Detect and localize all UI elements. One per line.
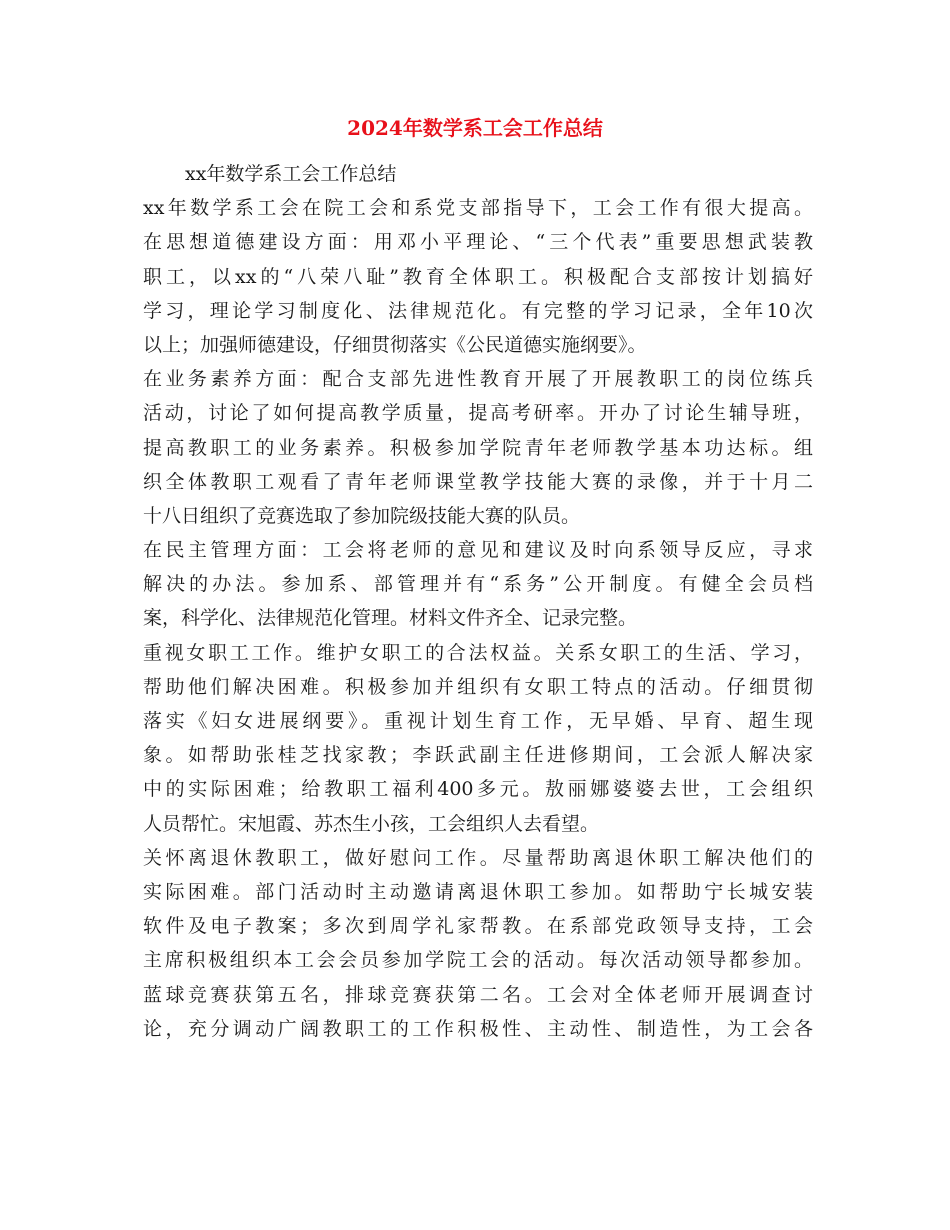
body-line: 关怀离退休教职工，做好慰问工作。尽量帮助离退休职工解决他们的: [143, 846, 813, 869]
body-line: 在民主管理方面：工会将老师的意见和建议及时向系领导反应，寻求: [143, 539, 813, 562]
body-line: 在业务素养方面：配合支部先进性教育开展了开展教职工的岗位练兵: [143, 368, 813, 391]
body-line: 主席积极组织本工会会员参加学院工会的活动。每次活动领导都参加。: [143, 949, 813, 972]
body-line: 论，充分调动广阔教职工的工作积极性、主动性、制造性，为工会各: [143, 1017, 813, 1040]
document-body: [143, 157, 813, 1046]
body-line: 解决的办法。参加系、部管理并有“系务”公开制度。有健全会员档: [143, 573, 813, 596]
document-subtitle: xx年数学系工会工作总结: [185, 163, 397, 185]
body-line: 活动，讨论了如何提高教学质量，提高考研率。开办了讨论生辅导班，: [143, 402, 813, 425]
body-line: 落实《妇女进展纲要》。重视计划生育工作，无早婚、早育、超生现: [143, 710, 813, 732]
body-line: 提高教职工的业务素养。积极参加学院青年老师教学基本功达标。组: [143, 436, 813, 459]
body-line: 象。如帮助张桂芝找家教；李跃武副主任进修期间，工会派人解决家: [143, 744, 813, 767]
document-title: 2024年数学系工会工作总结: [347, 116, 603, 140]
body-line: 职工，以xx的“八荣八耻”教育全体职工。积极配合支部按计划搞好: [143, 265, 813, 288]
body-line: 以上；加强师德建设，仔细贯彻落实《公民道德实施纲要》。: [143, 333, 647, 356]
body-line: 实际困难。部门活动时主动邀请离退休职工参加。如帮助宁长城安装: [143, 880, 813, 903]
body-line: 织全体教职工观看了青年老师课堂教学技能大赛的录像，并于十月二: [143, 470, 813, 493]
body-line: xx年数学系工会在院工会和系党支部指导下，工会工作有很大提高。: [143, 197, 813, 220]
body-line: 案，科学化、法律规范化管理。材料文件齐全、记录完整。: [143, 607, 638, 630]
body-line: 在思想道德建设方面：用邓小平理论、“三个代表”重要思想武装教: [143, 231, 813, 254]
body-line: 十八日组织了竞赛选取了参加院级技能大赛的队员。: [143, 504, 581, 527]
body-lines: [143, 191, 813, 1046]
body-line: 蓝球竞赛获第五名，排球竞赛获第二名。工会对全体老师开展调查讨: [143, 983, 813, 1006]
body-line: 软件及电子教案；多次到周学礼家帮教。在系部党政领导支持，工会: [143, 915, 813, 938]
body-line: 重视女职工工作。维护女职工的合法权益。关系女职工的生活、学习，: [143, 641, 813, 664]
body-line: 中的实际困难；给教职工福利400多元。敖丽娜婆婆去世，工会组织: [143, 778, 813, 801]
body-line: 人员帮忙。宋旭霞、苏杰生小孩，工会组织人去看望。: [143, 812, 600, 835]
body-line: 学习，理论学习制度化、法律规范化。有完整的学习记录，全年10次: [143, 299, 813, 322]
body-line: 帮助他们解决困难。积极参加并组织有女职工特点的活动。仔细贯彻: [143, 675, 813, 698]
